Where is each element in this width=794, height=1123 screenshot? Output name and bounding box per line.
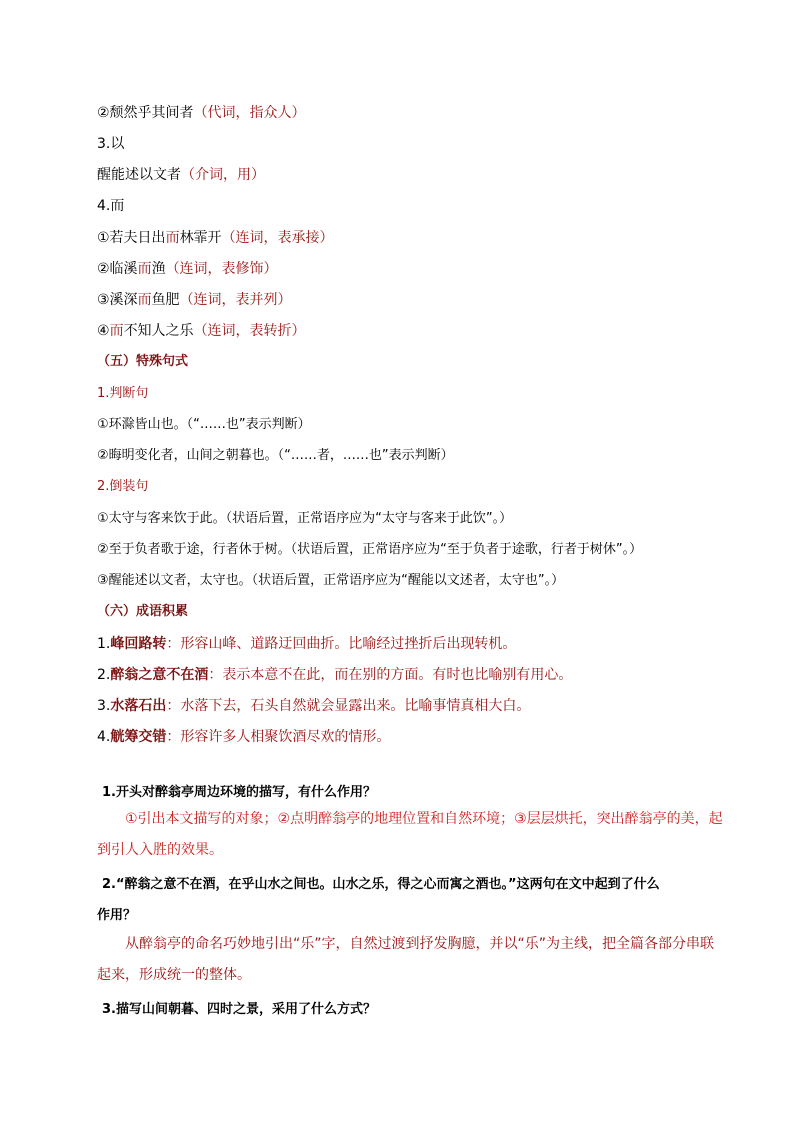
idiom-num: 1. (97, 636, 111, 652)
idiom-def: ：水落下去，石头自然就会显露出来。比喻事情真相大白。 (166, 698, 531, 714)
sec5-sub-judge: 1.判断句 (97, 386, 149, 401)
er-key: 而 (165, 230, 180, 246)
sec4-er-item-1 (97, 229, 334, 247)
er-key: 而 (109, 323, 124, 339)
idiom-item-4 (97, 728, 390, 746)
idiom-term: 觥筹交错 (110, 729, 167, 745)
er-note: （连词，表并列） (179, 292, 292, 308)
idiom-def: ：形容许多人相聚饮酒尽欢的情形。 (166, 729, 391, 745)
sec5-invert-1: ①太守与客来饮于此。（状语后置，正常语序应为“太守与客来于此饮”。） (97, 511, 513, 526)
question-3-title: 3.描写山间朝暮、四时之景，采用了什么方式？ (102, 1002, 376, 1017)
sec4-item2-note: （代词，指众人） (193, 105, 306, 121)
er-pre: ③溪深 (97, 292, 138, 308)
sec4-yi-text: 醒能述以文者 (97, 167, 181, 183)
idiom-num: 2. (97, 667, 111, 683)
sec4-er-item-3 (97, 291, 292, 309)
er-note: （连词，表转折） (193, 323, 306, 339)
sec4-item2-text: ②颓然乎其间者 (97, 105, 194, 121)
sec4-heading-er: 4.而 (97, 198, 125, 214)
sec4-yi-note: （介词，用） (181, 167, 265, 183)
sec4-er-item-4 (97, 322, 306, 340)
idiom-item-2 (97, 666, 572, 684)
sec5-judge-2: ②晦明变化者，山间之朝暮也。（“……者，……也”表示判断） (97, 448, 454, 463)
er-pre: ①若夫日出 (97, 230, 166, 246)
er-note: （连词，表修饰） (165, 261, 278, 277)
er-key: 而 (137, 292, 152, 308)
idiom-item-1 (97, 635, 516, 653)
er-pre: ④ (97, 323, 110, 339)
sec5-sub-invert: 2.倒装句 (97, 479, 149, 494)
question-1-title: 1.开头对醉翁亭周边环境的描写，有什么作用？ (102, 785, 376, 800)
question-1-answer: ①引出本文描写的对象；②点明醉翁亭的地理位置和自然环境；③层层烘托，突出醉翁亭的美，起到引人入胜的效果。 (97, 811, 723, 858)
sec6-heading: （六）成语积累 (97, 604, 189, 619)
question-2-title-line2: 作用？ (97, 908, 137, 923)
sec4-yi-item (97, 166, 265, 184)
er-pre: ②临溪 (97, 261, 138, 277)
sec4-item2 (97, 104, 306, 122)
idiom-def: ：形容山峰、道路迂回曲折。比喻经过挫折后出现转机。 (166, 636, 517, 652)
sec5-invert-3: ③醒能述以文者，太守也。（状语后置，正常语序应为“醒能以文述者，太守也”。） (97, 573, 565, 588)
sec5-heading: （五）特殊句式 (97, 354, 189, 369)
sec4-er-item-2 (97, 260, 278, 278)
sec4-heading-yi: 3.以 (97, 136, 125, 152)
er-key: 而 (137, 261, 152, 277)
question-2-title-line1: 2.“醉翁之意不在酒，在乎山水之间也。山水之乐，得之心而寓之酒也。”这两句在文中起到了什么 (102, 877, 660, 892)
er-post: 鱼肥 (151, 292, 180, 308)
idiom-def: ：表示本意不在此，而在别的方面。有时也比喻别有用心。 (208, 667, 573, 683)
sec5-judge-1: ①环滁皆山也。（“……也”表示判断） (97, 417, 311, 432)
idiom-term: 醉翁之意不在酒 (110, 667, 209, 683)
idiom-num: 4. (97, 729, 111, 745)
idiom-num: 3. (97, 698, 111, 714)
sec5-invert-2: ②至于负者歌于途，行者休于树。（状语后置，正常语序应为“至于负者于途歌，行者于树休”。） (97, 542, 643, 557)
er-note: （连词，表承接） (221, 230, 334, 246)
idiom-item-3 (97, 697, 530, 715)
idiom-term: 峰回路转 (110, 636, 167, 652)
question-2-answer: 从醉翁亭的命名巧妙地引出“乐”字，自然过渡到抒发胸臆，并以“乐”为主线，把全篇各部分串联起来，形成统一的整体。 (97, 936, 715, 983)
idiom-term: 水落石出 (110, 698, 167, 714)
er-post: 林霏开 (179, 230, 222, 246)
er-post: 渔 (151, 261, 166, 277)
er-post: 不知人之乐 (123, 323, 194, 339)
